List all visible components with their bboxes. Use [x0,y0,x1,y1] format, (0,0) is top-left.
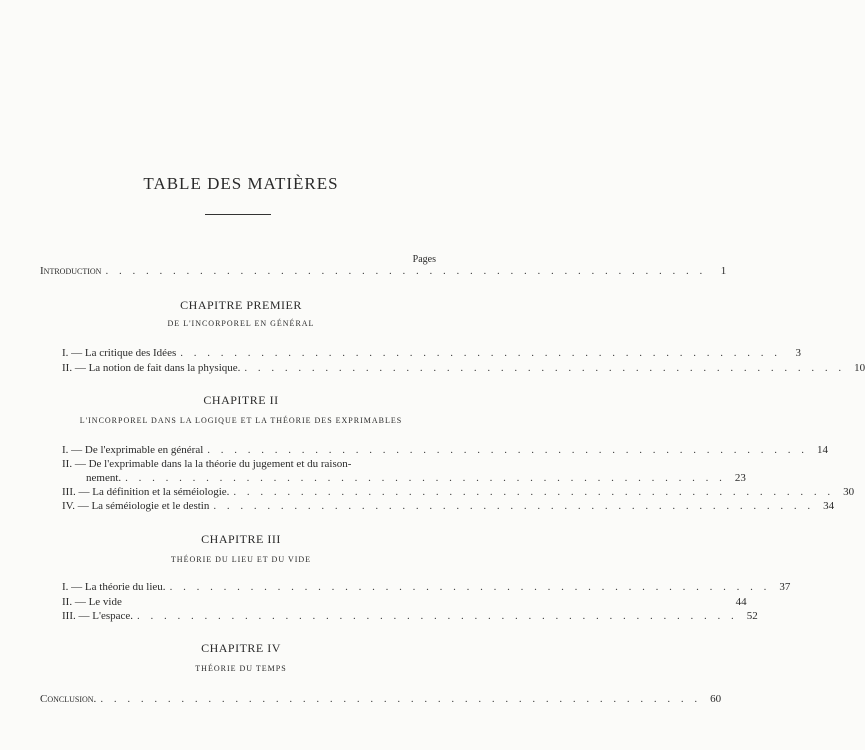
toc-entry-label: Conclusion. [40,693,97,705]
dot-leader: . . . . . . . . . . . . . . . . . . . . . . . . . . . . . . . . . . . . . . . . . . . . . [105,265,707,277]
chapter-heading: CHAPITRE II [203,393,279,407]
toc-entry[interactable] [62,485,855,499]
dot-leader: . . . . . . . . . . . . . . . . . . . . . . . . . . . . . . . . . . . . . . . . . . . . . [100,693,702,705]
dot-leader: . . . . . . . . . . . . . . . . . . . . . . . . . . . . . . . . . . . . . . . . . . . . . [169,581,771,593]
toc-entry-conclusion[interactable] [40,692,722,706]
page-title: TABLE DES MATIÈRES [143,174,339,193]
toc-entry-page: 52 [746,610,758,622]
toc-entry-label: I. — La théorie du lieu. [62,581,166,593]
toc-entry[interactable] [62,609,758,623]
chapter-heading: CHAPITRE IV [201,641,281,655]
toc-entry-page: 60 [710,693,722,705]
chapter-subtitle: THÉORIE DU TEMPS [195,664,287,673]
chapter-subtitle: DE L'INCORPOREL EN GÉNÉRAL [167,319,315,328]
toc-entry-label: Introduction [40,265,102,277]
toc-entry[interactable] [62,361,865,375]
toc-entry[interactable] [86,471,746,485]
toc-entry-label: III. — La définition et la séméiologie. [62,486,230,498]
dot-leader: . . . . . . . . . . . . . . . . . . . . . . . . . . . . . . . . . . . . . . . . . . . . . [213,500,815,512]
toc-entry-label: IV. — La séméiologie et le destin [62,500,210,512]
toc-entry-label: I. — La critique des Idées [62,347,177,359]
chapter-subtitle: THÉORIE DU LIEU ET DU VIDE [170,555,312,564]
toc-entry[interactable] [62,595,747,609]
toc-entry-label: II. — Le vide [62,596,122,608]
toc-entry-label-first-line[interactable]: II. — De l'exprimable dans la la théorie du jugement et du raison- [62,458,352,470]
toc-entry[interactable] [62,499,835,513]
toc-entry-page: 14 [817,444,829,456]
toc-entry-introduction[interactable] [40,264,727,278]
toc-entry[interactable] [62,346,801,360]
chapter-heading: CHAPITRE PREMIER [180,298,302,312]
toc-entry-page: 30 [843,486,855,498]
toc-entry[interactable] [62,580,791,594]
toc-entry-label: II. — La notion de fait dans la physique. [62,362,241,374]
toc-entry-page: 1 [720,265,727,277]
dot-leader: . . . . . . . . . . . . . . . . . . . . . . . . . . . . . . . . . . . . . . . . . . . . . [125,472,726,484]
toc-entry-page: 3 [795,347,801,359]
dot-leader: . . . . . . . . . . . . . . . . . . . . . . . . . . . . . . . . . . . . . . . . . . . . . [180,347,781,359]
toc-entry-page: 44 [735,596,747,608]
dot-leader: . . . . . . . . . . . . . . . . . . . . . . . . . . . . . . . . . . . . . . . . . . . . . [137,610,738,622]
chapter-subtitle: L'INCORPOREL DANS LA LOGIQUE ET LA THÉORIE DES EXPRIMABLES [79,416,403,425]
dot-leader: . . . . . . . . . . . . . . . . . . . . . . . . . . . . . . . . . . . . . . . . . . . . . [207,444,809,456]
toc-entry-label: III. — L'espace. [62,610,134,622]
toc-entry-page: 10 [854,362,865,374]
dot-leader: . . . . . . . . . . . . . . . . . . . . . . . . . . . . . . . . . . . . . . . . . . . . . [233,486,835,498]
toc-entry-page: 37 [779,581,791,593]
title-rule [205,214,271,215]
toc-entry-label-continuation: nement. [86,472,122,484]
toc-entry-page: 34 [823,500,835,512]
toc-entry[interactable] [62,443,829,457]
pages-column-label: Pages [412,254,436,265]
toc-entry-page: 23 [734,472,746,484]
dot-leader: . . . . . . . . . . . . . . . . . . . . . . . . . . . . . . . . . . . . . . . . . . . . . [244,362,846,374]
chapter-heading: CHAPITRE III [201,532,281,546]
toc-entry-label: I. — De l'exprimable en général [62,444,204,456]
